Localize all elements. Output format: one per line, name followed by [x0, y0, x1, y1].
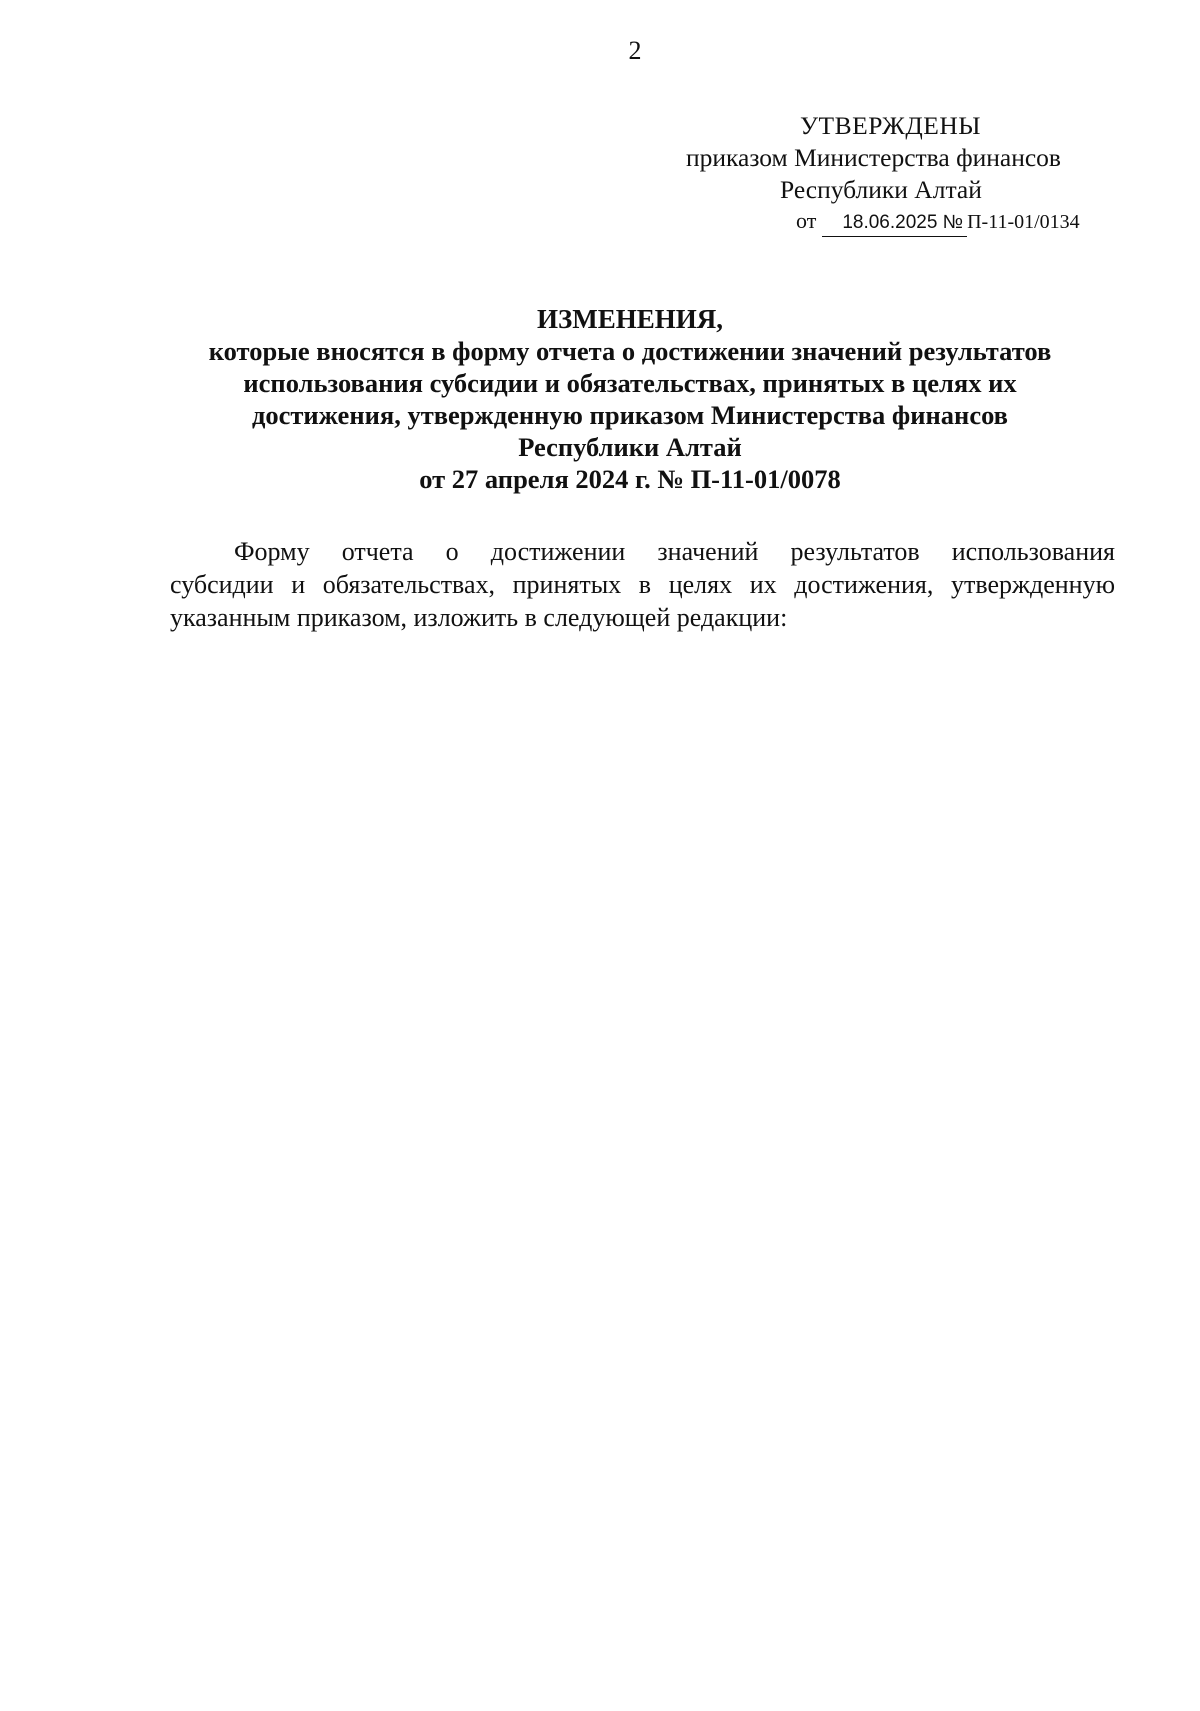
approval-date-line: [640, 208, 1120, 237]
approval-issuer: приказом Министерства финансов: [686, 143, 1061, 172]
document-title: [170, 303, 1090, 495]
body-line: субсидии и обязательствах, принятых в целях их достижения, утвержденную: [170, 570, 1115, 599]
approval-number: П-11-01/0134: [967, 211, 1080, 233]
title-heading: ИЗМЕНЕНИЯ,: [536, 304, 723, 334]
approval-title: УТВЕРЖДЕНЫ: [800, 111, 981, 140]
title-line: использования субсидии и обязательствах, принятых в целях их: [243, 368, 1017, 398]
approval-number-sign: №: [942, 212, 964, 233]
body-paragraph: [170, 535, 1115, 634]
approval-date-prefix: от: [796, 208, 817, 233]
body-line: Форму отчета о достижении значений результатов использования: [234, 537, 1115, 566]
approval-date-stamp: [822, 210, 967, 237]
title-line: от 27 апреля 2024 г. № П-11-01/0078: [419, 464, 841, 494]
title-line: достижения, утвержденную приказом Министерства финансов: [251, 400, 1008, 430]
title-line: которые вносятся в форму отчета о достижении значений результатов: [208, 336, 1052, 366]
title-line: Республики Алтай: [518, 432, 742, 462]
approval-region: Республики Алтай: [780, 175, 982, 204]
body-line: указанным приказом, изложить в следующей редакции:: [170, 603, 788, 632]
approval-date: 18.06.2025: [842, 212, 938, 233]
page-number: 2: [628, 36, 642, 65]
approval-block: [640, 110, 1120, 237]
